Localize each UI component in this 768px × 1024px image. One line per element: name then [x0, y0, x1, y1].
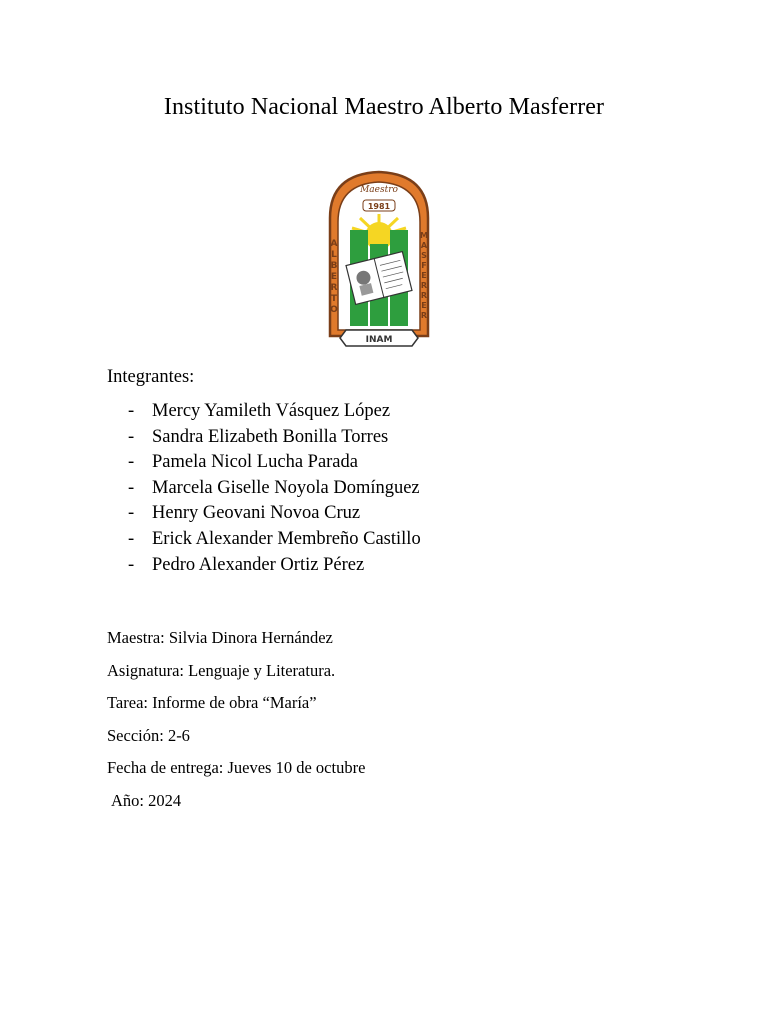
- member-name: Pedro Alexander Ortiz Pérez: [152, 554, 365, 575]
- bullet-dash: -: [128, 426, 135, 447]
- assignment-info: [107, 628, 365, 824]
- year-line: Año: 2024: [111, 790, 182, 810]
- bullet-dash: -: [128, 452, 135, 473]
- bullet-dash: -: [128, 477, 135, 498]
- svg-text:MASFERRER: M A S F E R R E R: [420, 231, 428, 320]
- subject-line: Asignatura: Lenguaje y Literatura.: [107, 660, 336, 680]
- teacher-line: Maestra: Silvia Dinora Hernández: [107, 628, 333, 647]
- member-name: Pamela Nicol Lucha Parada: [152, 452, 358, 473]
- bullet-dash: -: [128, 528, 135, 549]
- section-line: Sección: 2-6: [107, 725, 190, 745]
- bullet-dash: -: [128, 503, 135, 524]
- task-line: Tarea: Informe de obra “María”: [107, 693, 317, 713]
- logo-year: 1981: [367, 202, 391, 211]
- bullet-dash: -: [128, 401, 135, 421]
- due-date-line: Fecha de entrega: Jueves 10 de octubre: [107, 758, 366, 778]
- svg-text:ALBERTO: A L B E R T O: [330, 239, 338, 315]
- logo-top-text: Maestro: [360, 185, 398, 195]
- member-name: Marcela Giselle Noyola Domínguez: [152, 477, 420, 498]
- logo-ribbon-text: INAM: [365, 335, 393, 345]
- bullet-dash: -: [128, 554, 135, 575]
- member-name: Erick Alexander Membreño Castillo: [152, 528, 421, 549]
- members-heading: Integrantes:: [107, 367, 195, 387]
- member-name: Sandra Elizabeth Bonilla Torres: [152, 426, 389, 447]
- document-title: Instituto Nacional Maestro Alberto Masferrer: [163, 94, 605, 120]
- member-name: Mercy Yamileth Vásquez López: [152, 401, 391, 421]
- member-name: Henry Geovani Novoa Cruz: [152, 503, 361, 524]
- school-logo: [316, 166, 442, 352]
